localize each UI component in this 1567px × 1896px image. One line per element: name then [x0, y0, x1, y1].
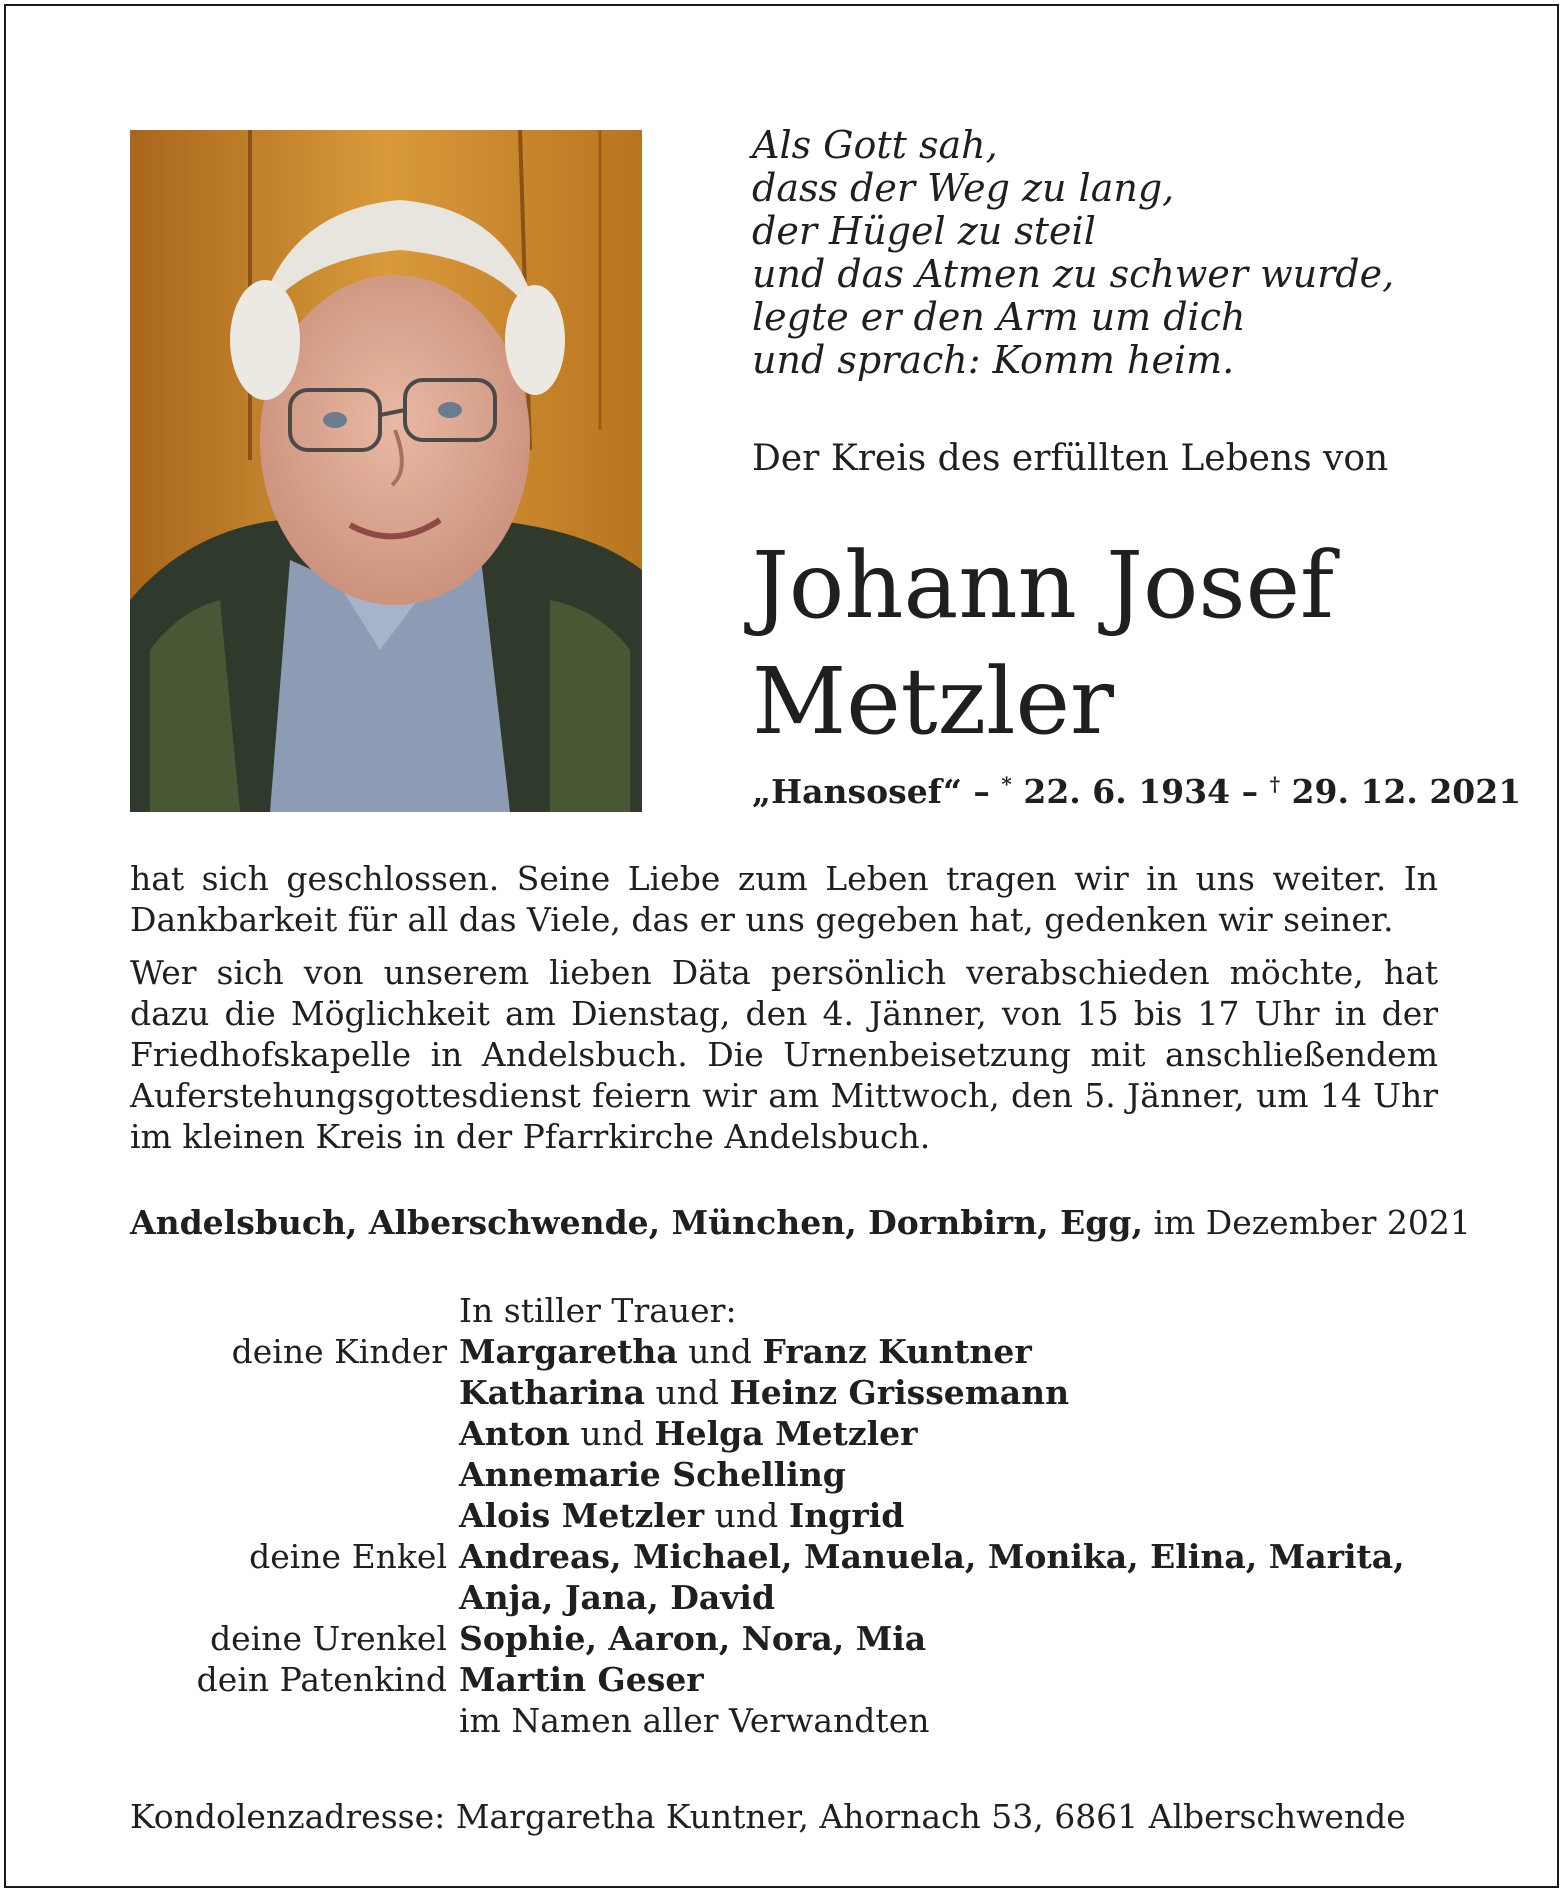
birth-star-icon: * [1001, 772, 1012, 796]
poem-line: dass der Weg zu lang, [752, 166, 1175, 210]
godchild-label: dein Patenkind [196, 1660, 447, 1699]
places: Andelsbuch, Alberschwende, München, Dornbirn, Egg, [130, 1203, 1143, 1242]
child-entry: Alois Metzler und Ingrid [459, 1496, 905, 1535]
places-line [130, 1203, 1471, 1242]
poem [752, 124, 1472, 382]
child-entry: Anton und Helga Metzler [459, 1414, 918, 1453]
body-paragraph: Wer sich von unserem lieben Däta persönlich verabschieden möchte, hat dazu die Möglichkeit am Dienstag, den 4. Jänner, von 15 bis 17 Uhr in der Friedhofskapelle in Andelsbuch. Die Urnenbeisetzung mit anschließendem Auferstehungsgottesdienst feiern wir am Mittwoch, den 5. Jänner, um 14 Uhr im kleinen Kreis in der Pfarrkirche Andelsbuch. [130, 953, 1438, 1156]
godchild: Martin Geser [459, 1660, 704, 1699]
child-entry: Katharina und Heinz Grissemann [459, 1373, 1070, 1412]
death-cross-icon: † [1269, 772, 1281, 796]
deceased-name [752, 528, 1334, 760]
poem-line: der Hügel zu steil [752, 209, 1096, 253]
birth-date: 22. 6. 1934 [1011, 772, 1231, 811]
body-paragraph: hat sich geschlossen. Seine Liebe zum Leben tragen wir in uns weiter. In Dankbarkeit für all das Viele, das er uns gegeben hat, gedenken wir seiner. [130, 859, 1438, 939]
first-names: Johann Josef [752, 532, 1335, 639]
closing-line: im Namen aller Verwandten [459, 1701, 930, 1740]
poem-line: Als Gott sah, [752, 123, 998, 167]
condolence-address: Kondolenzadresse: Margaretha Kuntner, Ahornach 53, 6861 Alberschwende [130, 1797, 1406, 1836]
portrait-photo [130, 130, 642, 812]
poem-line: legte er den Arm um dich [752, 295, 1246, 339]
life-dates [752, 772, 1521, 811]
child-entry: Annemarie Schelling [459, 1455, 846, 1494]
month-year: im Dezember 2021 [1142, 1203, 1471, 1242]
child-entry: Margaretha und Franz Kuntner [459, 1332, 1032, 1371]
grandchildren: Andreas, Michael, Manuela, Monika, Elina, Marita, [459, 1537, 1405, 1576]
great-grandchildren: Sophie, Aaron, Nora, Mia [459, 1619, 927, 1658]
mourners-list [130, 1290, 1460, 1741]
mourning-heading: In stiller Trauer: [459, 1291, 737, 1330]
intro-text: Der Kreis des erfüllten Lebens von [752, 438, 1389, 479]
dash: – [961, 772, 1002, 811]
dash: – [1230, 772, 1270, 811]
poem-line: und das Atmen zu schwer wurde, [752, 252, 1395, 296]
nickname: „Hansosef“ [752, 772, 962, 811]
body-text [130, 858, 1438, 1169]
surname: Metzler [752, 648, 1114, 755]
great-grandchildren-label: deine Urenkel [210, 1619, 447, 1658]
grandchildren: Anja, Jana, David [459, 1578, 776, 1617]
grandchildren-label: deine Enkel [249, 1537, 447, 1576]
death-date: 29. 12. 2021 [1280, 772, 1522, 811]
poem-line: und sprach: Komm heim. [752, 338, 1235, 382]
children-label: deine Kinder [231, 1332, 447, 1371]
